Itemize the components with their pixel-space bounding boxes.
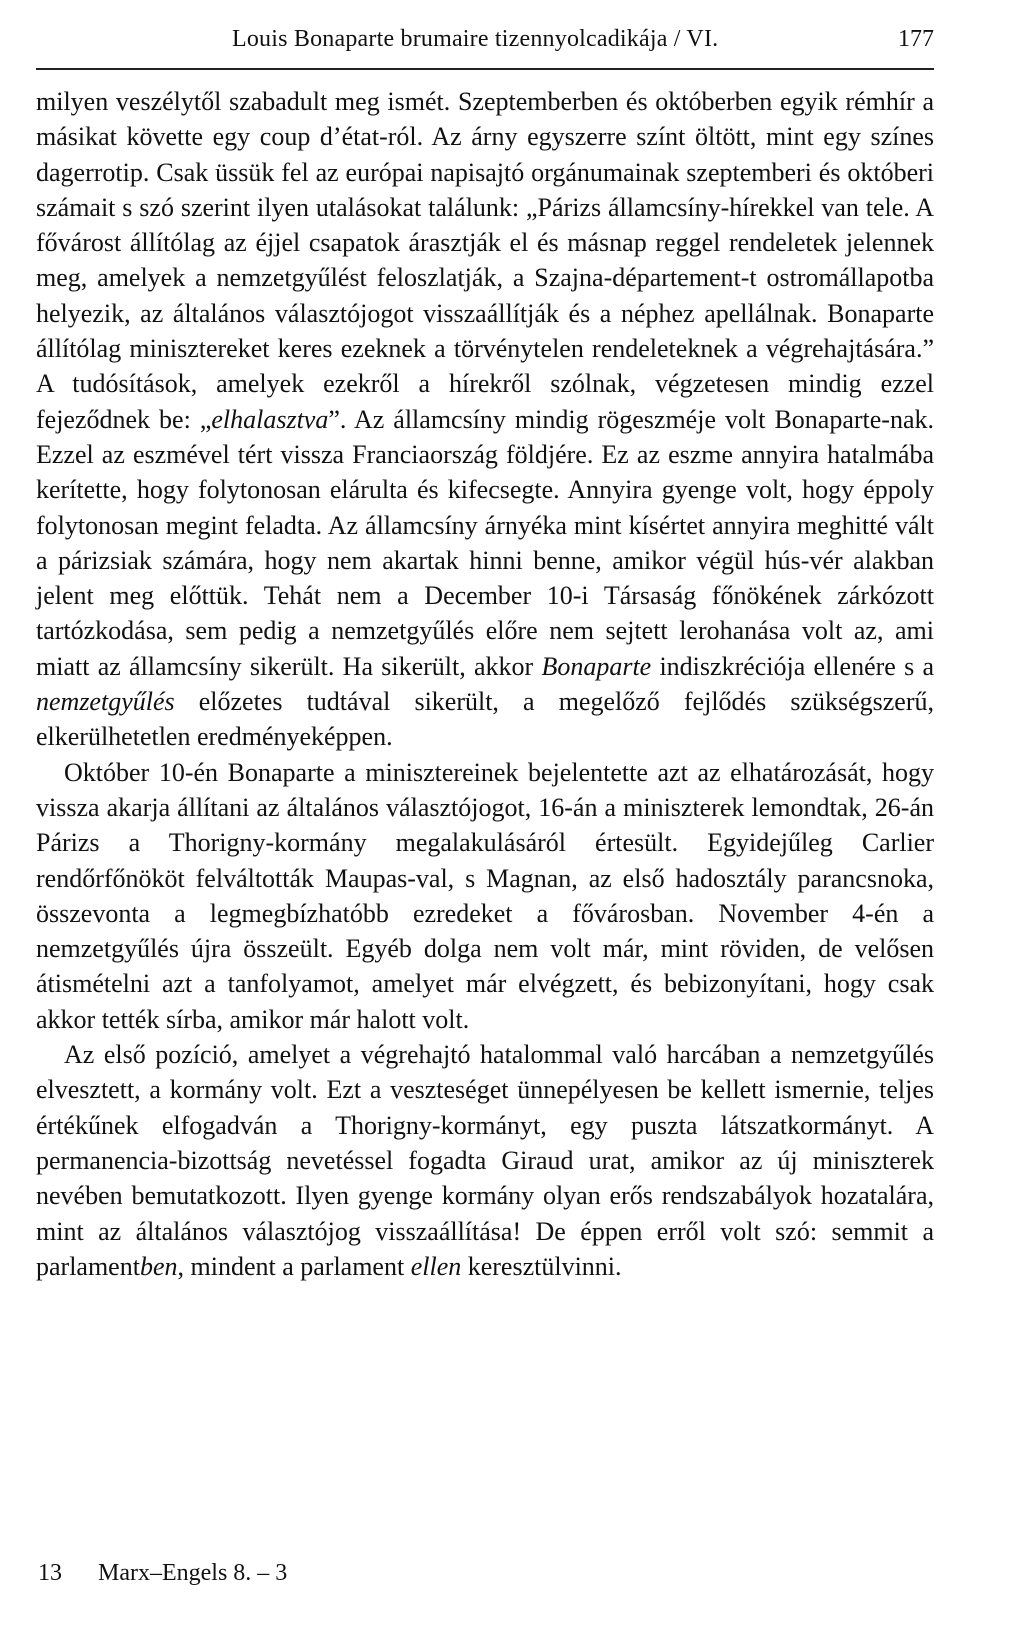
running-header-title: Louis Bonaparte brumaire tizennyolcadikája / VI. [232, 26, 719, 52]
text-run: előzetes tudtával sikerült, a megelőző fejlődés szükségszerű, elkerülhetetlen eredményeképpen. [36, 687, 934, 752]
italic-text: ben [139, 1251, 178, 1281]
paragraph [36, 1037, 934, 1284]
page-number: 177 [898, 26, 934, 52]
paragraph [36, 755, 934, 1037]
printer-signature: 13 [38, 1560, 62, 1586]
running-header [36, 22, 934, 62]
document-page [36, 0, 934, 1633]
footer-reference: Marx–Engels 8. – 3 [98, 1560, 288, 1586]
page-footer [36, 1560, 934, 1600]
text-run: Október 10-én Bonaparte a minisztereinek bejelentette azt az elhatározását, hogy vissza akarja állítani az általános választójogot, 16-án a miniszterek lemondtak, 26-án Párizs a Thorigny-kormány megalakulásáról értesült. Egyidejűleg Carlier rendőrfőnököt felváltották Maupas-val, s Magnan, az első hadosztály parancsnoka, összevonta a legmegbízhatóbb ezredeket a fővárosban. November 4-én a nemzetgyűlés újra összeült. Egyéb dolga nem volt már, mint röviden, de velősen átismételni azt a tanfolyamot, amelyet már elvégzett, és bebizonyítani, hogy csak akkor tették sírba, amikor már halott volt. [36, 757, 934, 1034]
text-run: ”. Az államcsíny mindig rögeszméje volt Bonaparte-nak. Ezzel az eszmével tért vissza Franciaország földjére. Ez az eszme annyira hatalmába kerítette, hogy folytonosan elárulta és kifecsegte. Annyira gyenge volt, hogy éppoly folytonosan megint feladta. Az államcsíny árnyéka mint kísértet annyira meghitté vált a párizsiak számára, hogy nem akartak hinni benne, amikor végül hús-vér alakban jelent meg előttük. Tehát nem a December 10-i Társaság főnökének zárkózott tartózkodása, sem pedig a nemzetgyűlés előre nem sejtett lerohanása volt az, ami miatt az államcsíny sikerült. Ha sikerült, akkor [36, 404, 934, 681]
italic-text: nemzetgyűlés [36, 687, 175, 717]
text-run: milyen veszélytől szabadult meg ismét. Szeptemberben és októberben egyik rémhír a másikat követte egy coup d’état-ról. Az árny egyszerre színt öltött, mint egy színes dagerrotip. Csak üssük fel az európai napisajtó orgánumainak szeptemberi és októberi számait s szó szerint ilyen utalásokat találunk: „Párizs államcsíny-hírekkel van tele. A fővárost állítólag az éjjel csapatok árasztják el és másnap reggel rendeletek jelennek meg, amelyek a nemzetgyűlést feloszlatják, a Szajna-département-t ostromállapotba helyezik, az általános választójogot visszaállítják és a néphez apellálnak. Bonaparte állítólag minisztereket keres ezeknek a törvénytelen rendeleteknek a végrehajtására.” A tudósítások, amelyek ezekről a hírekről szólnak, végzetesen mindig ezzel fejeződnek be: „ [36, 87, 934, 434]
text-run: Az első pozíció, amelyet a végrehajtó hatalommal való harcában a nemzetgyűlés elvesztett, a kormány volt. Ezt a veszteséget ünnepélyesen be kellett ismernie, teljes értékűnek elfogadván a Thorigny-kormányt, egy puszta látszatkormányt. A permanencia-bizottság nevetéssel fogadta Giraud urat, amikor az új miniszterek nevében bemutatkozott. Ilyen gyenge kormány olyan erős rendszabályok hozatalára, mint az általános választójog visszaállítása! De éppen erről volt szó: semmit a parlament [36, 1040, 934, 1281]
text-run: , mindent a parlament [177, 1251, 411, 1281]
italic-text: elhalasztva [211, 404, 329, 434]
header-rule [36, 68, 934, 70]
text-run: keresztülvinni. [461, 1251, 622, 1281]
body-text [36, 84, 934, 1284]
text-run: indiszkréciója ellenére s a [651, 651, 934, 681]
paragraph [36, 84, 934, 755]
italic-text: Bonaparte [541, 651, 652, 681]
italic-text: ellen [410, 1251, 462, 1281]
